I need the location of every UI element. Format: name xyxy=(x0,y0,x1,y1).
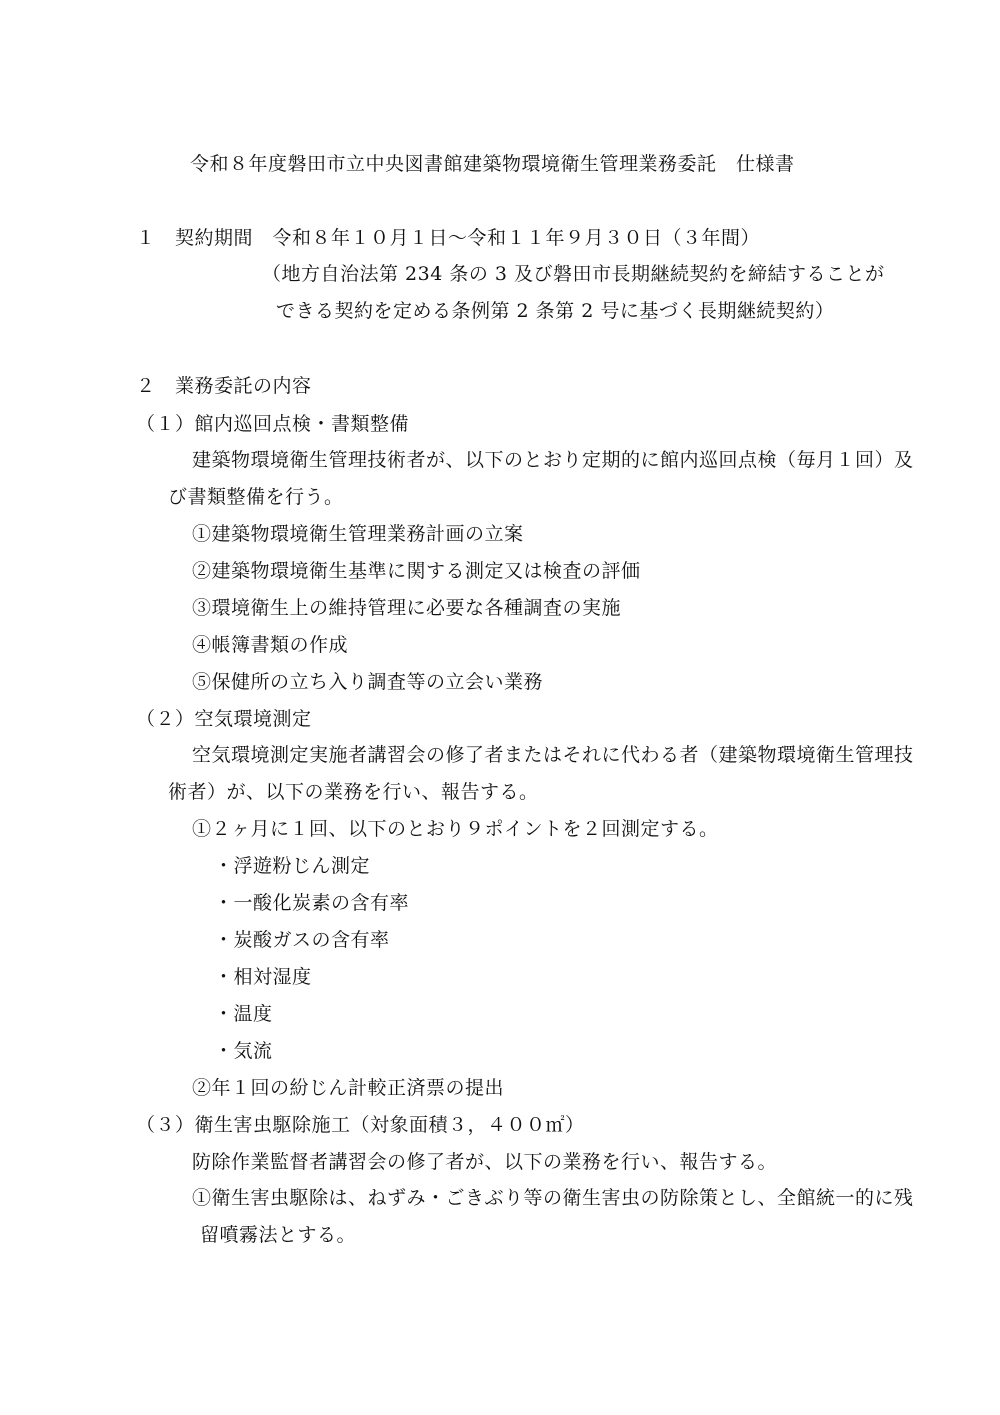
measurement-bullet: ・相対湿度 xyxy=(214,966,312,988)
measurement-bullet: ・温度 xyxy=(214,1003,273,1025)
subsection-3-heading: （３）衛生害虫駆除施工（対象面積３，４００㎡） xyxy=(136,1114,585,1136)
section-1-note-line-1: （地方自治法第 234 条の 3 及び磐田市長期継続契約を締結することが xyxy=(262,263,885,285)
subsection-3-item-1-line-2: 留噴霧法とする。 xyxy=(200,1224,357,1246)
subsection-2-body-line-2: 術者）が、以下の業務を行い、報告する。 xyxy=(168,781,539,803)
subsection-2-item-1: ①２ヶ月に１回、以下のとおり９ポイントを２回測定する。 xyxy=(192,818,719,840)
section-2-heading: ２ 業務委託の内容 xyxy=(136,375,312,397)
subsection-1-heading: （１）館内巡回点検・書類整備 xyxy=(136,413,410,435)
subsection-1-item-5: ⑤保健所の立ち入り調査等の立会い業務 xyxy=(192,671,544,693)
document-title: 令和８年度磐田市立中央図書館建築物環境衛生管理業務委託 仕様書 xyxy=(190,153,795,175)
subsection-2-item-2: ②年１回の紛じん計較正済票の提出 xyxy=(192,1077,505,1099)
section-1-heading: １ 契約期間 令和８年１０月１日～令和１１年９月３０日（３年間） xyxy=(136,227,761,249)
subsection-2-body-line-1: 空気環境測定実施者講習会の修了者またはそれに代わる者（建築物環境衛生管理技 xyxy=(192,744,914,766)
subsection-1-item-1: ①建築物環境衛生管理業務計画の立案 xyxy=(192,523,524,545)
section-1-note-line-2: できる契約を定める条例第 2 条第 2 号に基づく長期継続契約） xyxy=(276,300,835,322)
subsection-1-item-3: ③環境衛生上の維持管理に必要な各種調査の実施 xyxy=(192,597,622,619)
measurement-bullet: ・一酸化炭素の含有率 xyxy=(214,892,410,914)
subsection-1-body-line-2: び書類整備を行う。 xyxy=(168,486,344,508)
subsection-1-body-line-1: 建築物環境衛生管理技術者が、以下のとおり定期的に館内巡回点検（毎月１回）及 xyxy=(192,449,914,471)
subsection-3-item-1-line-1: ①衛生害虫駆除は、ねずみ・ごきぶり等の衛生害虫の防除策とし、全館統一的に残 xyxy=(192,1187,914,1209)
subsection-2-heading: （２）空気環境測定 xyxy=(136,708,312,730)
measurement-bullet: ・炭酸ガスの含有率 xyxy=(214,929,390,951)
subsection-3-body-line-1: 防除作業監督者講習会の修了者が、以下の業務を行い、報告する。 xyxy=(192,1151,778,1173)
measurement-bullet: ・浮遊粉じん測定 xyxy=(214,855,371,877)
subsection-1-item-4: ④帳簿書類の作成 xyxy=(192,634,349,656)
subsection-1-item-2: ②建築物環境衛生基準に関する測定又は検査の評価 xyxy=(192,560,641,582)
measurement-bullet: ・気流 xyxy=(214,1040,273,1062)
